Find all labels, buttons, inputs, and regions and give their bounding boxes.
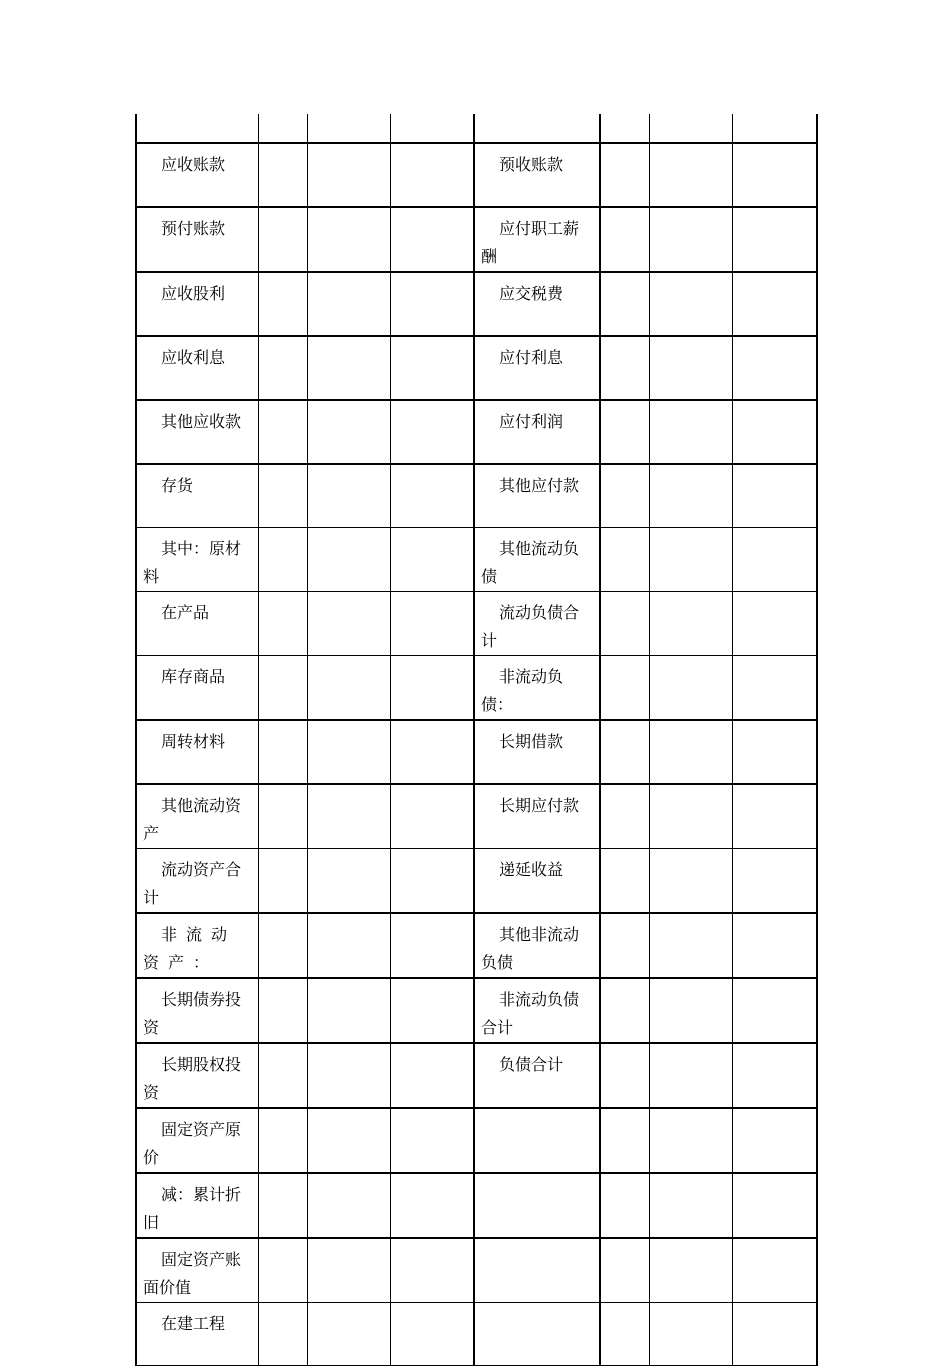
amount-cell — [390, 272, 474, 336]
amount-cell — [307, 1173, 390, 1238]
amount-cell — [732, 1303, 817, 1366]
line-number-cell — [600, 207, 649, 272]
amount-cell — [307, 849, 390, 914]
amount-cell — [649, 464, 732, 528]
liabilities-item-cell — [474, 1108, 600, 1173]
amount-cell — [307, 207, 390, 272]
amount-cell — [307, 400, 390, 464]
line-number-cell — [258, 464, 307, 528]
amount-cell — [649, 1173, 732, 1238]
assets-item-cell: 长期债券投资 — [136, 978, 258, 1043]
line-number-cell — [258, 336, 307, 400]
amount-cell — [649, 784, 732, 849]
amount-cell — [390, 1303, 474, 1366]
line-number-cell — [600, 464, 649, 528]
amount-cell — [390, 1238, 474, 1303]
amount-cell — [732, 592, 817, 656]
liabilities-item-cell — [474, 1303, 600, 1366]
table-row — [136, 1173, 817, 1238]
liabilities-item-cell — [474, 1173, 600, 1238]
assets-item-cell: 固定资产原价 — [136, 1108, 258, 1173]
amount-cell — [649, 143, 732, 207]
amount-cell — [732, 656, 817, 721]
amount-cell — [390, 656, 474, 721]
liabilities-item-cell: 预收账款 — [474, 143, 600, 207]
line-number-cell — [258, 143, 307, 207]
amount-cell — [307, 1238, 390, 1303]
table-row — [136, 978, 817, 1043]
amount-cell — [390, 143, 474, 207]
amount-cell — [307, 272, 390, 336]
table-row — [136, 143, 817, 207]
amount-cell — [649, 114, 732, 143]
line-number-cell — [258, 114, 307, 143]
table-row — [136, 592, 817, 656]
liabilities-item-cell — [474, 114, 600, 143]
amount-cell — [732, 272, 817, 336]
amount-cell — [390, 592, 474, 656]
amount-cell — [649, 720, 732, 784]
amount-cell — [307, 592, 390, 656]
liabilities-item-cell: 流动负债合计 — [474, 592, 600, 656]
amount-cell — [307, 336, 390, 400]
amount-cell — [307, 656, 390, 721]
amount-cell — [732, 207, 817, 272]
amount-cell — [732, 1238, 817, 1303]
line-number-cell — [258, 849, 307, 914]
liabilities-item-cell — [474, 1238, 600, 1303]
assets-item-cell: 库存商品 — [136, 656, 258, 721]
amount-cell — [649, 592, 732, 656]
assets-item-cell: 非流动资产： — [136, 913, 258, 978]
amount-cell — [732, 528, 817, 592]
line-number-cell — [600, 143, 649, 207]
amount-cell — [307, 978, 390, 1043]
table-row — [136, 400, 817, 464]
liabilities-item-cell: 应付利润 — [474, 400, 600, 464]
table-row — [136, 336, 817, 400]
amount-cell — [649, 207, 732, 272]
line-number-cell — [600, 114, 649, 143]
liabilities-item-cell: 长期应付款 — [474, 784, 600, 849]
amount-cell — [649, 528, 732, 592]
liabilities-item-cell: 长期借款 — [474, 720, 600, 784]
amount-cell — [732, 849, 817, 914]
line-number-cell — [600, 336, 649, 400]
assets-item-cell: 其他应收款 — [136, 400, 258, 464]
amount-cell — [649, 849, 732, 914]
table-row — [136, 784, 817, 849]
amount-cell — [307, 720, 390, 784]
line-number-cell — [600, 592, 649, 656]
amount-cell — [732, 784, 817, 849]
assets-item-cell: 应收利息 — [136, 336, 258, 400]
amount-cell — [390, 464, 474, 528]
amount-cell — [649, 978, 732, 1043]
liabilities-item-cell: 应付职工薪酬 — [474, 207, 600, 272]
amount-cell — [649, 913, 732, 978]
assets-item-cell: 流动资产合计 — [136, 849, 258, 914]
amount-cell — [390, 114, 474, 143]
table-row — [136, 913, 817, 978]
line-number-cell — [258, 272, 307, 336]
amount-cell — [390, 1173, 474, 1238]
amount-cell — [649, 336, 732, 400]
line-number-cell — [258, 1238, 307, 1303]
assets-item-cell: 其他流动资产 — [136, 784, 258, 849]
amount-cell — [649, 1043, 732, 1108]
amount-cell — [307, 143, 390, 207]
liabilities-item-cell: 负债合计 — [474, 1043, 600, 1108]
table-row — [136, 272, 817, 336]
amount-cell — [390, 400, 474, 464]
table-row-continued — [136, 114, 817, 143]
line-number-cell — [600, 656, 649, 721]
assets-item-cell: 存货 — [136, 464, 258, 528]
line-number-cell — [258, 207, 307, 272]
amount-cell — [307, 528, 390, 592]
line-number-cell — [600, 1173, 649, 1238]
amount-cell — [390, 849, 474, 914]
assets-item-cell: 在产品 — [136, 592, 258, 656]
amount-cell — [307, 114, 390, 143]
amount-cell — [732, 720, 817, 784]
amount-cell — [732, 913, 817, 978]
liabilities-item-cell: 其他非流动负债 — [474, 913, 600, 978]
amount-cell — [390, 913, 474, 978]
assets-item-cell: 减：累计折旧 — [136, 1173, 258, 1238]
amount-cell — [307, 1303, 390, 1366]
amount-cell — [732, 336, 817, 400]
assets-item-cell: 周转材料 — [136, 720, 258, 784]
line-number-cell — [258, 978, 307, 1043]
assets-item-cell: 固定资产账面价值 — [136, 1238, 258, 1303]
amount-cell — [307, 1043, 390, 1108]
amount-cell — [390, 528, 474, 592]
amount-cell — [649, 272, 732, 336]
line-number-cell — [600, 720, 649, 784]
amount-cell — [390, 784, 474, 849]
amount-cell — [390, 1108, 474, 1173]
line-number-cell — [600, 913, 649, 978]
line-number-cell — [258, 1303, 307, 1366]
liabilities-item-cell: 应交税费 — [474, 272, 600, 336]
liabilities-item-cell: 递延收益 — [474, 849, 600, 914]
line-number-cell — [600, 1238, 649, 1303]
amount-cell — [732, 400, 817, 464]
line-number-cell — [258, 720, 307, 784]
line-number-cell — [600, 784, 649, 849]
line-number-cell — [600, 400, 649, 464]
amount-cell — [307, 913, 390, 978]
line-number-cell — [258, 656, 307, 721]
table-row — [136, 1043, 817, 1108]
line-number-cell — [600, 528, 649, 592]
line-number-cell — [258, 913, 307, 978]
assets-item-cell: 在建工程 — [136, 1303, 258, 1366]
assets-item-cell — [136, 114, 258, 143]
assets-item-cell: 预付账款 — [136, 207, 258, 272]
table-row — [136, 720, 817, 784]
line-number-cell — [600, 272, 649, 336]
line-number-cell — [600, 849, 649, 914]
amount-cell — [307, 1108, 390, 1173]
table-row — [136, 1108, 817, 1173]
assets-item-cell: 应收股利 — [136, 272, 258, 336]
amount-cell — [649, 400, 732, 464]
liabilities-item-cell: 非流动负债： — [474, 656, 600, 721]
amount-cell — [307, 464, 390, 528]
amount-cell — [732, 114, 817, 143]
table-row — [136, 464, 817, 528]
table-row — [136, 207, 817, 272]
liabilities-item-cell: 其他流动负债 — [474, 528, 600, 592]
amount-cell — [390, 720, 474, 784]
amount-cell — [649, 1108, 732, 1173]
line-number-cell — [600, 1108, 649, 1173]
table-row — [136, 849, 817, 914]
amount-cell — [649, 656, 732, 721]
line-number-cell — [600, 1043, 649, 1108]
amount-cell — [649, 1303, 732, 1366]
balance-sheet-table — [135, 114, 818, 1366]
amount-cell — [732, 143, 817, 207]
line-number-cell — [600, 1303, 649, 1366]
amount-cell — [390, 207, 474, 272]
table-row — [136, 1238, 817, 1303]
liabilities-item-cell: 应付利息 — [474, 336, 600, 400]
amount-cell — [390, 1043, 474, 1108]
amount-cell — [649, 1238, 732, 1303]
line-number-cell — [258, 1108, 307, 1173]
assets-item-cell: 其中：原材料 — [136, 528, 258, 592]
amount-cell — [390, 978, 474, 1043]
liabilities-item-cell: 非流动负债合计 — [474, 978, 600, 1043]
amount-cell — [732, 1173, 817, 1238]
amount-cell — [732, 464, 817, 528]
table-row — [136, 656, 817, 721]
amount-cell — [732, 1043, 817, 1108]
line-number-cell — [258, 784, 307, 849]
line-number-cell — [258, 400, 307, 464]
amount-cell — [390, 336, 474, 400]
liabilities-item-cell: 其他应付款 — [474, 464, 600, 528]
line-number-cell — [258, 592, 307, 656]
line-number-cell — [258, 1173, 307, 1238]
line-number-cell — [258, 1043, 307, 1108]
line-number-cell — [258, 528, 307, 592]
table-row — [136, 1303, 817, 1366]
table-row — [136, 528, 817, 592]
assets-item-cell: 长期股权投资 — [136, 1043, 258, 1108]
assets-item-cell: 应收账款 — [136, 143, 258, 207]
amount-cell — [732, 1108, 817, 1173]
amount-cell — [307, 784, 390, 849]
line-number-cell — [600, 978, 649, 1043]
amount-cell — [732, 978, 817, 1043]
